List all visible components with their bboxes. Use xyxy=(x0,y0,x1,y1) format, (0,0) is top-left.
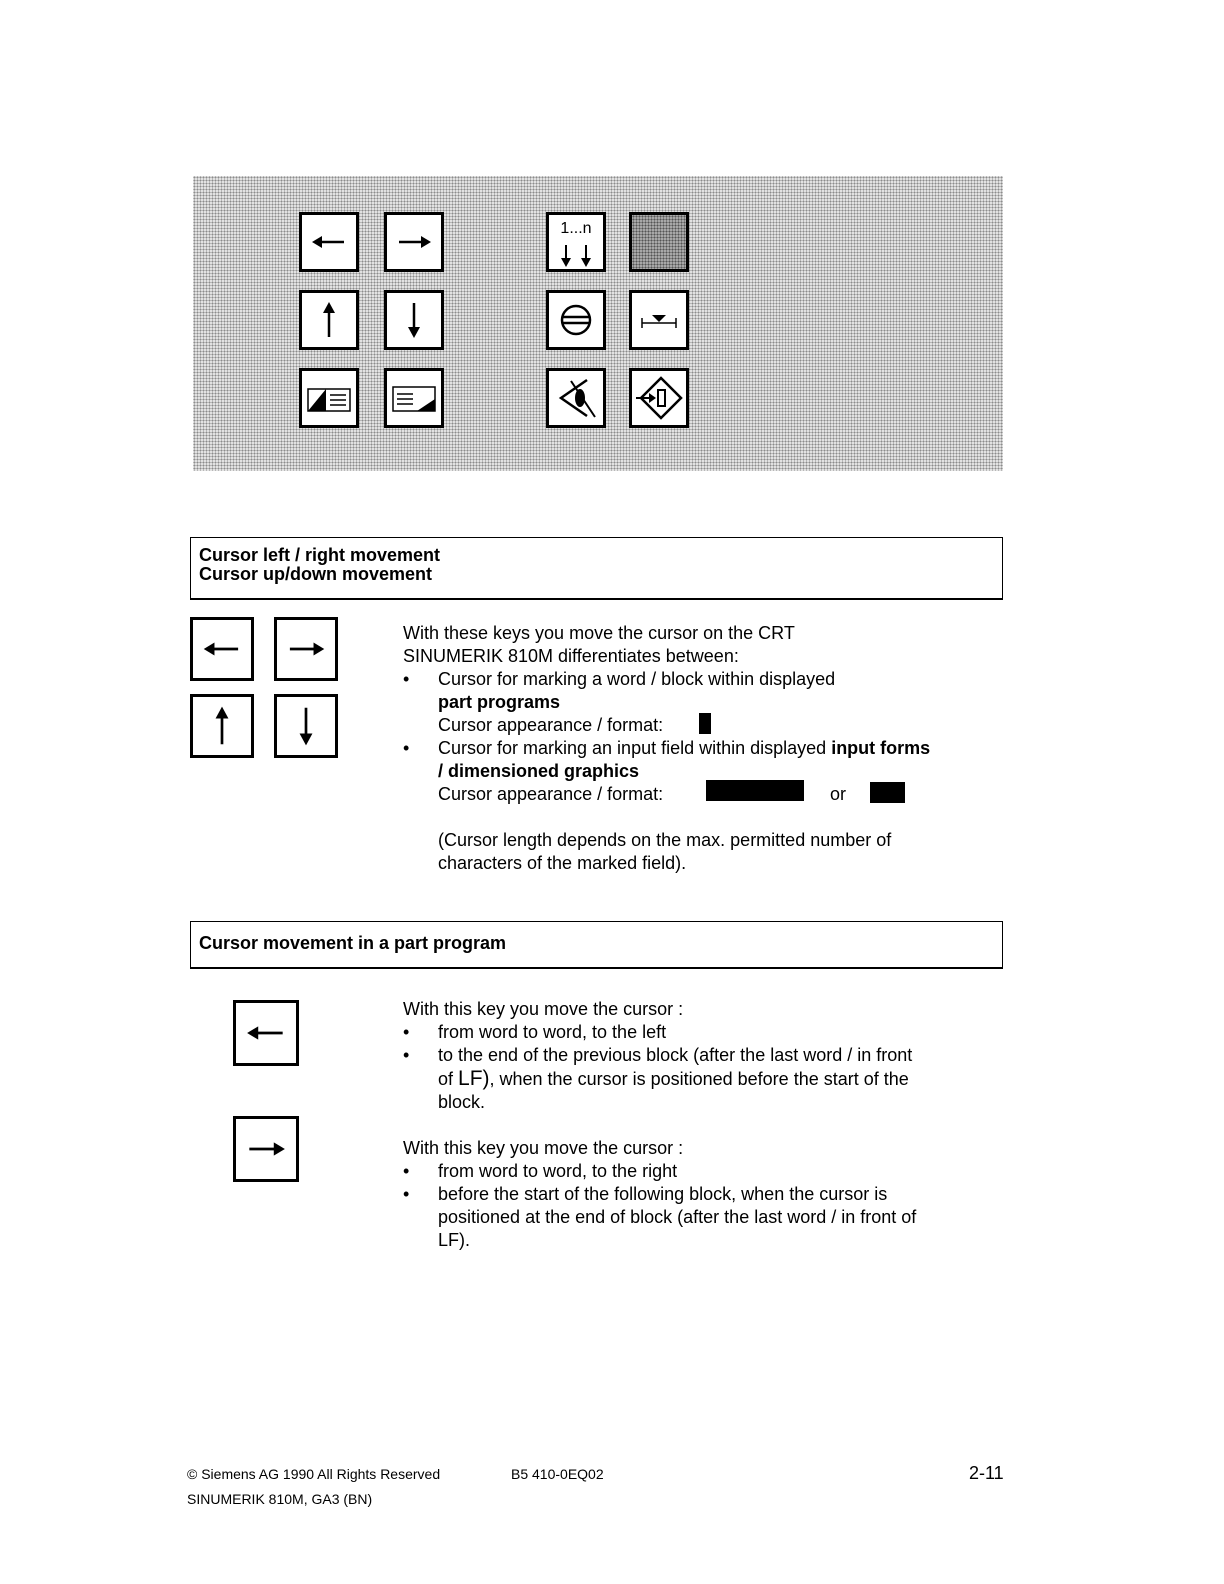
section2-left-body xyxy=(403,998,1003,1114)
cursor-left-key-illustration-2 xyxy=(233,1000,299,1066)
bullet-mark: • xyxy=(403,669,410,689)
bullet-word-right xyxy=(403,1160,1003,1183)
section1-body xyxy=(403,622,1003,875)
dimension-key[interactable] xyxy=(629,290,689,350)
arrow-right-icon xyxy=(387,215,441,269)
bullet-text-line xyxy=(438,1067,1003,1091)
section2-right-body xyxy=(403,1137,1003,1252)
bullet-word-left xyxy=(403,1021,1003,1044)
bullet-text: , when the cursor is positioned before the start of the xyxy=(489,1069,909,1089)
page-number: 2-11 xyxy=(969,1463,1004,1483)
cursor-right-key-illustration-2 xyxy=(233,1116,299,1182)
bullet-text: Cursor for marking a word / block within displayed xyxy=(438,669,836,689)
footer-copyright: © Siemens AG 1990 All Rights Reserved xyxy=(187,1466,441,1482)
block-down-1n-icon xyxy=(549,215,603,269)
arrow-down-icon xyxy=(277,697,335,755)
cursor-format-label: Cursor appearance / format: xyxy=(438,784,664,804)
footer-product: SINUMERIK 810M, GA3 (BN) xyxy=(187,1491,373,1507)
input-key[interactable] xyxy=(629,368,689,428)
arrow-right-icon xyxy=(236,1119,296,1179)
bullet-bold: input forms xyxy=(831,738,931,758)
cursor-format-label: Cursor appearance / format: xyxy=(438,715,664,735)
note-line-2: characters of the marked field). xyxy=(438,853,687,873)
intro-line: With this key you move the cursor : xyxy=(403,1138,684,1158)
bullet-text: before the start of the following block, when the cursor is xyxy=(438,1184,888,1204)
bullet-text: of xyxy=(438,1069,459,1089)
bullet-mark: • xyxy=(403,1161,410,1181)
bullet-text: Cursor for marking an input field within displayed xyxy=(438,738,832,758)
heading-line-up-down: Cursor up/down movement xyxy=(199,564,433,584)
page-back-icon xyxy=(302,371,356,425)
arrow-down-icon xyxy=(387,293,441,347)
page-forward-key[interactable] xyxy=(384,368,444,428)
field-cursor-short-sample xyxy=(870,782,905,803)
bullet-following-block xyxy=(403,1183,1003,1252)
cursor-right-key-illustration xyxy=(274,617,338,681)
eye-key[interactable] xyxy=(546,368,606,428)
bullet-mark: • xyxy=(403,1045,410,1065)
bullet-text: positioned at the end of block (after the last word / in front of xyxy=(438,1207,917,1227)
cursor-up-key[interactable] xyxy=(299,290,359,350)
block-cursor-sample xyxy=(699,713,711,734)
or-label: or xyxy=(830,784,847,804)
note-line-1: (Cursor length depends on the max. permitted number of xyxy=(438,830,892,850)
dimension-icon xyxy=(632,293,686,347)
bullet-text: block. xyxy=(438,1092,486,1112)
intro-line: With this key you move the cursor : xyxy=(403,999,684,1019)
lf-symbol: LF) xyxy=(458,1067,490,1090)
arrow-left-icon xyxy=(302,215,356,269)
eye-icon xyxy=(549,371,603,425)
arrow-up-icon xyxy=(302,293,356,347)
page-back-key[interactable] xyxy=(299,368,359,428)
section-heading-part-program: Cursor movement in a part program xyxy=(190,921,1003,969)
circle-bar-icon xyxy=(549,293,603,347)
bullet-mark: • xyxy=(403,1022,410,1042)
bullet-text-line xyxy=(438,737,1003,760)
bullet-mark: • xyxy=(403,738,410,758)
cursor-down-key[interactable] xyxy=(384,290,444,350)
cursor-right-key[interactable] xyxy=(384,212,444,272)
bullet-input-forms xyxy=(403,737,1003,806)
input-diamond-icon xyxy=(632,371,686,425)
arrow-left-icon xyxy=(236,1003,296,1063)
bullet-text: LF). xyxy=(438,1230,471,1250)
key-label-1n: 1...n xyxy=(560,220,592,237)
blank-key[interactable] xyxy=(629,212,689,272)
field-cursor-long-sample xyxy=(706,780,804,801)
circle-bar-key[interactable] xyxy=(546,290,606,350)
arrow-left-icon xyxy=(193,620,251,678)
heading-line-left-right: Cursor left / right movement xyxy=(199,545,441,565)
cursor-left-key[interactable] xyxy=(299,212,359,272)
arrow-up-icon xyxy=(193,697,251,755)
cursor-left-key-illustration xyxy=(190,617,254,681)
intro-line-2: SINUMERIK 810M differentiates between: xyxy=(403,646,739,666)
bullet-bold: part programs xyxy=(438,692,561,712)
bullet-bold-2: / dimensioned graphics xyxy=(438,761,640,781)
cursor-down-key-illustration xyxy=(274,694,338,758)
footer-order-number: B5 410-0EQ02 xyxy=(511,1466,604,1482)
bullet-mark: • xyxy=(403,1184,410,1204)
page-forward-icon xyxy=(387,371,441,425)
bullet-previous-block xyxy=(403,1044,1003,1114)
block-search-key[interactable] xyxy=(546,212,606,272)
bullet-text: from word to word, to the right xyxy=(438,1161,678,1181)
arrow-right-icon xyxy=(277,620,335,678)
blank-key-icon xyxy=(632,215,686,269)
bullet-text: to the end of the previous block (after the last word / in front xyxy=(438,1045,913,1065)
cursor-up-key-illustration xyxy=(190,694,254,758)
intro-line-1: With these keys you move the cursor on the CRT xyxy=(403,623,795,643)
bullet-text: from word to word, to the left xyxy=(438,1022,667,1042)
section-heading-cursor-movement xyxy=(190,537,1003,600)
